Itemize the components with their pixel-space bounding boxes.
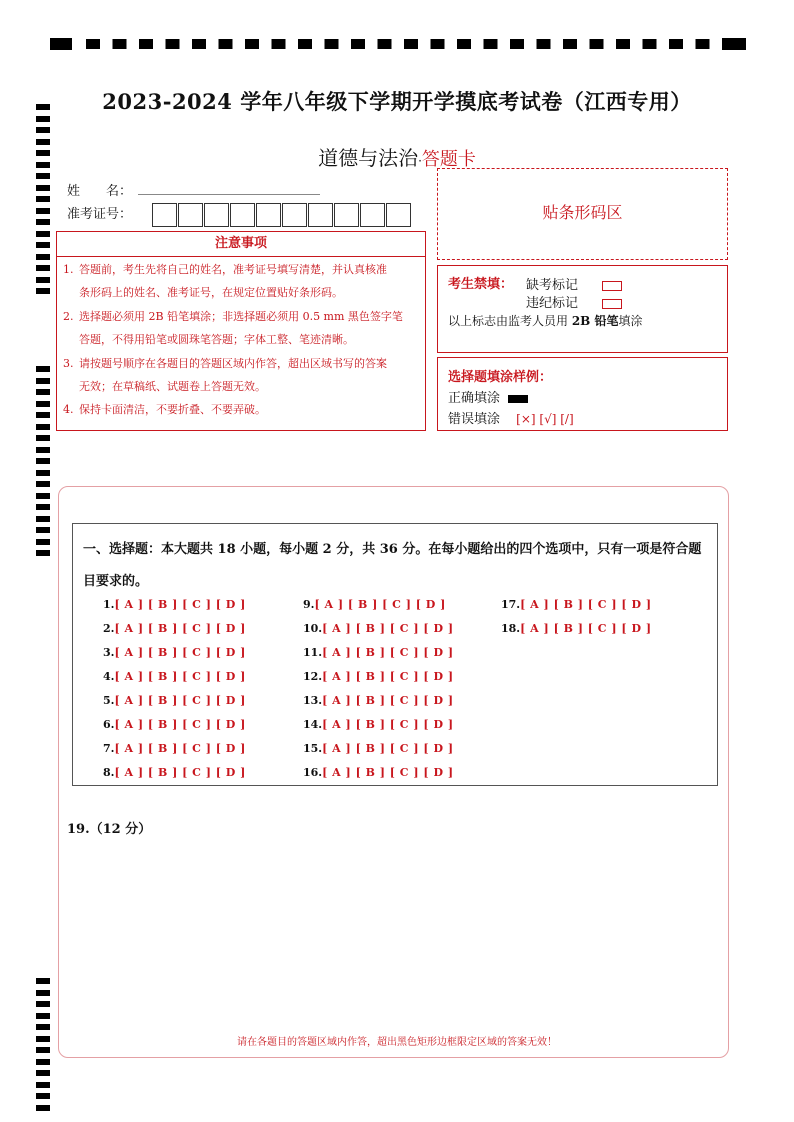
answer-options[interactable]: [ A ] [ B ] [ C ] [ D ] — [322, 694, 454, 707]
side-timing-mark — [36, 539, 50, 545]
violation-mark-box[interactable] — [602, 299, 622, 309]
side-timing-mark — [36, 1093, 50, 1099]
choice-question-13[interactable] — [303, 694, 454, 707]
answer-options[interactable]: [ A ] [ B ] [ C ] [ D ] — [114, 718, 246, 731]
fill-sample-heading: 选择题填涂样例： — [448, 370, 553, 385]
question-19-answer-area[interactable] — [67, 842, 717, 1022]
barcode-area: 贴条形码区 — [437, 168, 728, 260]
choice-question-14[interactable] — [303, 718, 454, 731]
question-number: 11. — [303, 646, 323, 659]
notice-item-4: 4. 保持卡面清洁，不要折叠、不要弄破。 — [63, 403, 266, 416]
timing-mark — [563, 39, 577, 49]
side-timing-mark — [36, 493, 50, 499]
absent-mark-box[interactable] — [602, 281, 622, 291]
question-number: 6. — [103, 718, 115, 731]
choice-question-15[interactable] — [303, 742, 454, 755]
wrong-fill-row — [448, 408, 574, 427]
answer-options[interactable]: [ A ] [ B ] [ C ] [ D ] — [314, 598, 446, 611]
timing-mark — [431, 39, 445, 49]
notice-item-3: 3. 请按题号顺序在各题目的答题区域内作答，超出区域书写的答案 无效；在草稿纸、试题卷上答题无效。 — [63, 357, 387, 393]
question-number: 2. — [103, 622, 115, 635]
notice-panel — [56, 231, 426, 431]
side-timing-mark — [36, 254, 50, 260]
exam-title: 2023-2024 学年八年级下学期开学摸底考试卷（江西专用） — [102, 89, 692, 114]
timing-mark — [298, 39, 312, 49]
side-timing-mark — [36, 1013, 50, 1019]
side-timing-mark — [36, 366, 50, 372]
timing-mark — [484, 39, 498, 49]
question-19-label: 19.（12 分） — [67, 822, 152, 837]
choice-question-9[interactable] — [303, 598, 446, 611]
notice-item-1: 1. 答题前，考生先将自己的姓名，准考证号填写清楚，并认真核准 条形码上的姓名、准考证号，在规定位置贴好条形码。 — [63, 263, 387, 299]
question-number: 1. — [103, 598, 115, 611]
side-timing-mark — [36, 481, 50, 487]
exam-id-digit-box[interactable] — [230, 203, 255, 227]
timing-mark — [139, 39, 153, 49]
question-number: 9. — [303, 598, 315, 611]
correct-fill-row — [448, 387, 528, 406]
choice-question-2[interactable] — [103, 622, 246, 635]
footer-warning: 请在各题目的答题区域内作答，超出黑色矩形边框限定区域的答案无效！ — [237, 1037, 557, 1048]
answer-options[interactable]: [ A ] [ B ] [ C ] [ D ] — [322, 646, 454, 659]
forbidden-heading: 考生禁填： — [448, 277, 514, 292]
side-timing-mark — [36, 378, 50, 384]
question-number: 3. — [103, 646, 115, 659]
answer-options[interactable]: [ A ] [ B ] [ C ] [ D ] — [114, 694, 246, 707]
timing-mark — [404, 39, 418, 49]
side-timing-mark — [36, 389, 50, 395]
subject-separator: · — [418, 154, 422, 168]
answer-options[interactable]: [ A ] [ B ] [ C ] [ D ] — [322, 718, 454, 731]
correct-fill-mark — [508, 395, 528, 403]
side-timing-mark — [36, 265, 50, 271]
violation-mark — [526, 292, 622, 311]
wrong-fill-label: 错误填涂 — [448, 412, 501, 427]
exam-id-digit-box[interactable] — [152, 203, 177, 227]
exam-id-digit-box[interactable] — [360, 203, 385, 227]
side-timing-mark — [36, 424, 50, 430]
subject-name: 道德与法治 — [318, 146, 419, 170]
question-number: 13. — [303, 694, 323, 707]
question-number: 18. — [501, 622, 521, 635]
side-timing-mark — [36, 173, 50, 179]
side-timing-mark — [36, 435, 50, 441]
answer-options[interactable]: [ A ] [ B ] [ C ] [ D ] — [520, 598, 652, 611]
timing-mark — [378, 39, 392, 49]
answer-options[interactable]: [ A ] [ B ] [ C ] [ D ] — [322, 622, 454, 635]
answer-options[interactable]: [ A ] [ B ] [ C ] [ D ] — [114, 670, 246, 683]
question-number: 4. — [103, 670, 115, 683]
examinee-forbidden-panel — [437, 265, 728, 353]
answer-card-label: 答题卡 — [421, 149, 476, 170]
timing-mark — [219, 39, 233, 49]
choice-question-17[interactable] — [501, 598, 652, 611]
timing-mark — [696, 39, 710, 49]
timing-mark — [643, 39, 657, 49]
name-field[interactable] — [138, 194, 320, 195]
side-timing-mark — [36, 550, 50, 556]
timing-mark — [86, 39, 100, 49]
choice-question-11[interactable] — [303, 646, 454, 659]
choice-question-16[interactable] — [303, 766, 454, 779]
timing-mark — [245, 39, 259, 49]
timing-mark — [325, 39, 339, 49]
side-timing-mark — [36, 185, 50, 191]
question-number: 5. — [103, 694, 115, 707]
side-timing-mark — [36, 516, 50, 522]
exam-id-digit-box[interactable] — [204, 203, 229, 227]
question-number: 17. — [501, 598, 521, 611]
side-timing-mark — [36, 277, 50, 283]
choice-question-12[interactable] — [303, 670, 454, 683]
timing-mark — [272, 39, 286, 49]
choice-question-3[interactable] — [103, 646, 246, 659]
fill-sample-panel — [437, 357, 728, 431]
side-timing-mark — [36, 231, 50, 237]
side-timing-mark — [36, 1024, 50, 1030]
answer-options[interactable]: [ A ] [ B ] [ C ] [ D ] — [322, 742, 454, 755]
side-timing-mark — [36, 527, 50, 533]
choice-question-10[interactable] — [303, 622, 454, 635]
side-timing-mark — [36, 412, 50, 418]
exam-id-digit-box[interactable] — [308, 203, 333, 227]
timing-mark — [192, 39, 206, 49]
side-timing-mark — [36, 116, 50, 122]
answer-options[interactable]: [ A ] [ B ] [ C ] [ D ] — [114, 598, 246, 611]
choice-question-5[interactable] — [103, 694, 246, 707]
exam-id-digit-box[interactable] — [256, 203, 281, 227]
question-number: 14. — [303, 718, 323, 731]
question-number: 12. — [303, 670, 323, 683]
section1-instruction: 一、选择题：本大题共 18 小题，每小题 2 分，共 36 分。在每小题给出的四个选项中，只有一项是符合题目要求的。 — [83, 542, 702, 589]
exam-id-digit-box[interactable] — [386, 203, 411, 227]
side-timing-mark — [36, 1105, 50, 1111]
forbidden-note: 以上标志由监考人员用 2B 铅笔填涂 — [448, 314, 643, 328]
choice-question-6[interactable] — [103, 718, 246, 731]
question-number: 16. — [303, 766, 323, 779]
exam-id-digit-box[interactable] — [178, 203, 203, 227]
side-timing-mark — [36, 196, 50, 202]
side-timing-mark — [36, 1082, 50, 1088]
side-timing-mark — [36, 470, 50, 476]
exam-id-label: 准考证号： — [67, 207, 133, 222]
timing-mark — [113, 39, 127, 49]
side-timing-mark — [36, 401, 50, 407]
multiple-choice-section — [72, 523, 718, 786]
side-timing-mark — [36, 1001, 50, 1007]
answer-options[interactable]: [ A ] [ B ] [ C ] [ D ] — [322, 670, 454, 683]
absent-mark-label: 缺考标记 — [526, 278, 579, 293]
question-number: 15. — [303, 742, 323, 755]
exam-id-digit-box[interactable] — [282, 203, 307, 227]
side-timing-mark — [36, 1070, 50, 1076]
name-label: 姓 名： — [67, 184, 133, 199]
timing-mark — [616, 39, 630, 49]
side-timing-mark — [36, 219, 50, 225]
timing-mark — [590, 39, 604, 49]
side-timing-mark — [36, 504, 50, 510]
choice-question-18[interactable] — [501, 622, 652, 635]
side-timing-mark — [36, 990, 50, 996]
timing-mark — [166, 39, 180, 49]
choice-question-8[interactable] — [103, 766, 246, 779]
answer-options[interactable]: [ A ] [ B ] [ C ] [ D ] — [114, 742, 246, 755]
absent-mark — [526, 274, 622, 293]
side-timing-mark — [36, 208, 50, 214]
side-timing-mark — [36, 288, 50, 294]
timing-marks-top — [50, 38, 746, 50]
timing-mark — [510, 39, 524, 49]
correct-fill-label: 正确填涂 — [448, 391, 501, 406]
wrong-fill-marks: [×] [√] [/] — [516, 412, 574, 426]
timing-mark — [669, 39, 683, 49]
side-timing-mark — [36, 127, 50, 133]
question-number: 10. — [303, 622, 323, 635]
subject-title — [0, 142, 794, 171]
side-timing-mark — [36, 458, 50, 464]
answer-options[interactable]: [ A ] [ B ] [ C ] [ D ] — [114, 622, 246, 635]
side-timing-mark — [36, 978, 50, 984]
question-number: 7. — [103, 742, 115, 755]
timing-mark — [537, 39, 551, 49]
answer-options[interactable]: [ A ] [ B ] [ C ] [ D ] — [114, 766, 246, 779]
side-timing-mark — [36, 1059, 50, 1065]
choice-question-4[interactable] — [103, 670, 246, 683]
notice-heading: 注意事项 — [57, 232, 425, 257]
choice-question-7[interactable] — [103, 742, 246, 755]
notice-item-2: 2. 选择题必须用 2B 铅笔填涂；非选择题必须用 0.5 mm 黑色签字笔 答题，不得用铅笔或圆珠笔答题；字体工整、笔迹清晰。 — [63, 310, 403, 346]
violation-mark-label: 违纪标记 — [526, 296, 579, 311]
side-timing-mark — [36, 242, 50, 248]
answer-options[interactable]: [ A ] [ B ] [ C ] [ D ] — [322, 766, 454, 779]
timing-mark — [351, 39, 365, 49]
exam-id-digit-box[interactable] — [334, 203, 359, 227]
choice-question-1[interactable] — [103, 598, 246, 611]
side-timing-mark — [36, 447, 50, 453]
answer-options[interactable]: [ A ] [ B ] [ C ] [ D ] — [520, 622, 652, 635]
answer-options[interactable]: [ A ] [ B ] [ C ] [ D ] — [114, 646, 246, 659]
timing-mark — [457, 39, 471, 49]
question-number: 8. — [103, 766, 115, 779]
